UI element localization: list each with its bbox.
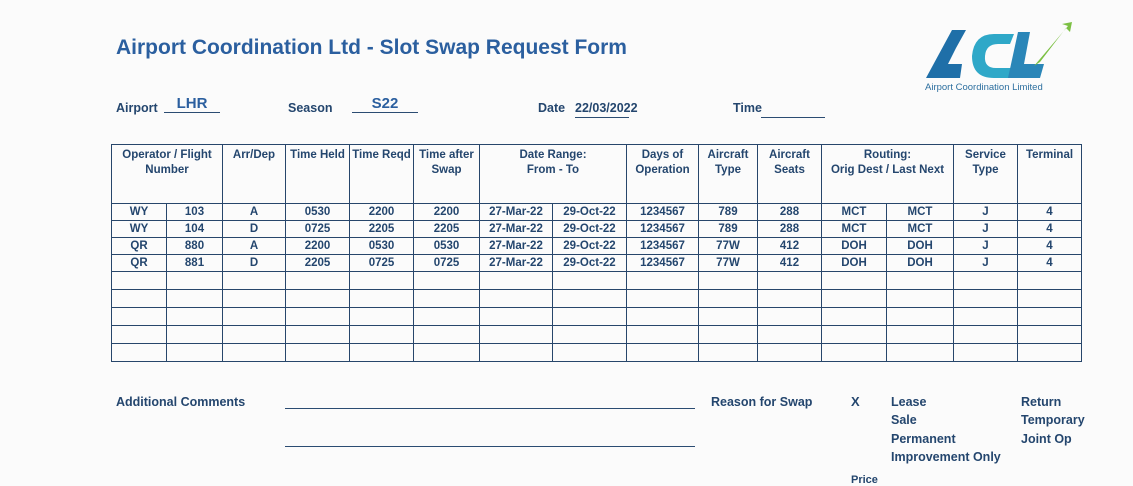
cell-operator[interactable]: WY [112, 221, 167, 238]
empty-cell[interactable] [627, 290, 699, 308]
empty-cell[interactable] [699, 344, 758, 362]
cell-flight-number[interactable]: 880 [167, 238, 223, 255]
cell-date-from[interactable]: 27-Mar-22 [480, 238, 553, 255]
empty-cell[interactable] [822, 326, 887, 344]
empty-cell[interactable] [112, 344, 167, 362]
empty-cell[interactable] [286, 290, 350, 308]
empty-cell[interactable] [480, 272, 553, 290]
cell-arr-dep[interactable]: A [223, 238, 286, 255]
cell-last-next[interactable]: DOH [887, 255, 954, 272]
empty-cell[interactable] [112, 290, 167, 308]
cell-time-after-swap[interactable]: 2205 [414, 221, 480, 238]
header-arr-dep: Arr/Dep [223, 145, 286, 204]
empty-cell[interactable] [1018, 326, 1082, 344]
empty-cell[interactable] [699, 272, 758, 290]
cell-date-from[interactable]: 27-Mar-22 [480, 204, 553, 221]
time-label: Time [733, 101, 762, 115]
cell-time-after-swap[interactable]: 2200 [414, 204, 480, 221]
cell-operator[interactable]: QR [112, 255, 167, 272]
empty-cell[interactable] [699, 326, 758, 344]
empty-cell[interactable] [1018, 308, 1082, 326]
empty-cell[interactable] [350, 308, 414, 326]
header-terminal: Terminal [1018, 145, 1082, 204]
season-field[interactable]: S22 [352, 95, 418, 113]
empty-cell[interactable] [954, 290, 1018, 308]
comments-line-1[interactable] [285, 408, 695, 409]
cell-arr-dep[interactable]: A [223, 204, 286, 221]
date-label: Date [538, 101, 566, 115]
table-row [112, 255, 1082, 272]
header-time-after-swap: Time after Swap [414, 145, 480, 204]
cell-aircraft-type[interactable]: 789 [699, 204, 758, 221]
header-operator-flight: Operator / Flight Number [112, 145, 223, 204]
cell-last-next[interactable]: DOH [887, 238, 954, 255]
reason-option-improvement-only[interactable]: Improvement Only [891, 450, 1001, 464]
header-aircraft-seats: Aircraft Seats [758, 145, 822, 204]
cell-days-of-operation[interactable]: 1234567 [627, 255, 699, 272]
empty-cell[interactable] [954, 308, 1018, 326]
empty-cell[interactable] [553, 272, 627, 290]
empty-table-row [112, 344, 1082, 362]
empty-cell[interactable] [223, 308, 286, 326]
table-row [112, 221, 1082, 238]
empty-cell[interactable] [167, 308, 223, 326]
empty-cell[interactable] [954, 272, 1018, 290]
empty-cell[interactable] [1018, 344, 1082, 362]
empty-cell[interactable] [553, 308, 627, 326]
empty-cell[interactable] [480, 326, 553, 344]
empty-cell[interactable] [414, 308, 480, 326]
empty-cell[interactable] [822, 344, 887, 362]
empty-cell[interactable] [553, 344, 627, 362]
logo-subtitle: Airport Coordination Limited [925, 82, 1043, 93]
cell-time-reqd[interactable]: 0725 [350, 255, 414, 272]
empty-cell[interactable] [758, 344, 822, 362]
header-time-reqd: Time Reqd [350, 145, 414, 204]
cell-time-held[interactable]: 2205 [286, 255, 350, 272]
price-label-cutoff: Price [851, 474, 878, 486]
cell-days-of-operation[interactable]: 1234567 [627, 238, 699, 255]
empty-cell[interactable] [286, 326, 350, 344]
cell-date-from[interactable]: 27-Mar-22 [480, 255, 553, 272]
empty-cell[interactable] [112, 326, 167, 344]
reason-for-swap-label: Reason for Swap [711, 395, 813, 409]
empty-cell[interactable] [350, 344, 414, 362]
empty-cell[interactable] [223, 272, 286, 290]
header-date-range: Date Range: From - To [480, 145, 627, 204]
empty-cell[interactable] [286, 272, 350, 290]
cell-service-type[interactable]: J [954, 204, 1018, 221]
empty-cell[interactable] [954, 344, 1018, 362]
airport-label: Airport [116, 101, 158, 115]
date-field[interactable]: 22/03/2022 [575, 101, 629, 118]
cell-aircraft-seats[interactable]: 412 [758, 255, 822, 272]
cell-time-held[interactable]: 2200 [286, 238, 350, 255]
slot-swap-table [111, 144, 1082, 362]
reason-option-lease[interactable]: Lease [891, 395, 927, 409]
page-title: Airport Coordination Ltd - Slot Swap Request Form [116, 36, 627, 59]
cell-time-reqd[interactable]: 2205 [350, 221, 414, 238]
empty-cell[interactable] [223, 290, 286, 308]
empty-cell[interactable] [627, 326, 699, 344]
empty-cell[interactable] [758, 272, 822, 290]
empty-cell[interactable] [627, 272, 699, 290]
cell-date-to[interactable]: 29-Oct-22 [553, 238, 627, 255]
empty-cell[interactable] [822, 308, 887, 326]
cell-aircraft-seats[interactable]: 412 [758, 238, 822, 255]
cell-service-type[interactable]: J [954, 221, 1018, 238]
cell-operator[interactable]: WY [112, 204, 167, 221]
cell-orig-dest[interactable]: DOH [822, 255, 887, 272]
header-service-type: Service Type [954, 145, 1018, 204]
cell-time-held[interactable]: 0725 [286, 221, 350, 238]
table-row [112, 238, 1082, 255]
cell-arr-dep[interactable]: D [223, 221, 286, 238]
header-days-of-operation: Days of Operation [627, 145, 699, 204]
cell-time-reqd[interactable]: 2200 [350, 204, 414, 221]
empty-cell[interactable] [414, 290, 480, 308]
cell-time-held[interactable]: 0530 [286, 204, 350, 221]
header-time-held: Time Held [286, 145, 350, 204]
empty-cell[interactable] [887, 272, 954, 290]
empty-cell[interactable] [822, 272, 887, 290]
season-label: Season [288, 101, 333, 115]
cell-date-to[interactable]: 29-Oct-22 [553, 255, 627, 272]
empty-cell[interactable] [414, 344, 480, 362]
cell-date-to[interactable]: 29-Oct-22 [553, 204, 627, 221]
empty-cell[interactable] [480, 308, 553, 326]
empty-cell[interactable] [480, 344, 553, 362]
empty-cell[interactable] [553, 326, 627, 344]
reason-option-sale[interactable]: Sale [891, 413, 917, 427]
cell-last-next[interactable]: MCT [887, 221, 954, 238]
cell-orig-dest[interactable]: MCT [822, 221, 887, 238]
empty-cell[interactable] [822, 290, 887, 308]
cell-aircraft-type[interactable]: 789 [699, 221, 758, 238]
cell-time-after-swap[interactable]: 0725 [414, 255, 480, 272]
empty-cell[interactable] [887, 308, 954, 326]
cell-days-of-operation[interactable]: 1234567 [627, 221, 699, 238]
empty-cell[interactable] [286, 308, 350, 326]
acl-logo-icon [922, 22, 1072, 82]
empty-cell[interactable] [480, 290, 553, 308]
reason-option-temporary[interactable]: Temporary [1021, 413, 1085, 427]
empty-cell[interactable] [887, 290, 954, 308]
empty-cell[interactable] [699, 290, 758, 308]
empty-cell[interactable] [758, 308, 822, 326]
empty-cell[interactable] [553, 290, 627, 308]
airport-field[interactable]: LHR [164, 95, 220, 113]
empty-cell[interactable] [167, 290, 223, 308]
empty-cell[interactable] [112, 272, 167, 290]
cell-flight-number[interactable]: 103 [167, 204, 223, 221]
cell-terminal[interactable]: 4 [1018, 238, 1082, 255]
empty-cell[interactable] [699, 308, 758, 326]
empty-cell[interactable] [223, 344, 286, 362]
empty-cell[interactable] [758, 290, 822, 308]
empty-cell[interactable] [954, 326, 1018, 344]
cell-time-after-swap[interactable]: 0530 [414, 238, 480, 255]
empty-cell[interactable] [286, 344, 350, 362]
cell-flight-number[interactable]: 104 [167, 221, 223, 238]
reason-option-permanent[interactable]: Permanent [891, 432, 956, 446]
header-aircraft-type: Aircraft Type [699, 145, 758, 204]
cell-terminal[interactable]: 4 [1018, 255, 1082, 272]
cell-last-next[interactable]: MCT [887, 204, 954, 221]
empty-cell[interactable] [1018, 290, 1082, 308]
cell-terminal[interactable]: 4 [1018, 204, 1082, 221]
additional-comments-label: Additional Comments [116, 395, 246, 409]
cell-date-from[interactable]: 27-Mar-22 [480, 221, 553, 238]
empty-cell[interactable] [887, 344, 954, 362]
header-routing: Routing: Orig Dest / Last Next [822, 145, 954, 204]
empty-table-row [112, 272, 1082, 290]
table-row [112, 204, 1082, 221]
reason-selected-mark[interactable]: X [851, 394, 860, 409]
empty-cell[interactable] [350, 326, 414, 344]
empty-cell[interactable] [758, 326, 822, 344]
empty-cell[interactable] [414, 272, 480, 290]
empty-cell[interactable] [414, 326, 480, 344]
comments-line-2[interactable] [285, 446, 695, 447]
cell-time-reqd[interactable]: 0530 [350, 238, 414, 255]
empty-cell[interactable] [167, 326, 223, 344]
cell-flight-number[interactable]: 881 [167, 255, 223, 272]
empty-cell[interactable] [223, 326, 286, 344]
empty-cell[interactable] [1018, 272, 1082, 290]
acl-logo [922, 22, 1072, 82]
empty-cell[interactable] [167, 272, 223, 290]
table-header-row [112, 145, 1082, 204]
empty-cell[interactable] [350, 290, 414, 308]
cell-service-type[interactable]: J [954, 255, 1018, 272]
empty-cell[interactable] [887, 326, 954, 344]
cell-days-of-operation[interactable]: 1234567 [627, 204, 699, 221]
cell-operator[interactable]: QR [112, 238, 167, 255]
reason-option-return[interactable]: Return [1021, 395, 1062, 409]
cell-service-type[interactable]: J [954, 238, 1018, 255]
empty-cell[interactable] [112, 308, 167, 326]
cell-aircraft-type[interactable]: 77W [699, 238, 758, 255]
empty-table-row [112, 290, 1082, 308]
reason-option-joint-op[interactable]: Joint Op [1021, 432, 1072, 446]
cell-aircraft-seats[interactable]: 288 [758, 221, 822, 238]
empty-cell[interactable] [167, 344, 223, 362]
empty-cell[interactable] [627, 344, 699, 362]
cell-orig-dest[interactable]: MCT [822, 204, 887, 221]
cell-terminal[interactable]: 4 [1018, 221, 1082, 238]
cell-aircraft-type[interactable]: 77W [699, 255, 758, 272]
empty-table-row [112, 308, 1082, 326]
cell-aircraft-seats[interactable]: 288 [758, 204, 822, 221]
cell-date-to[interactable]: 29-Oct-22 [553, 221, 627, 238]
empty-cell[interactable] [350, 272, 414, 290]
time-field[interactable] [761, 101, 825, 118]
cell-arr-dep[interactable]: D [223, 255, 286, 272]
empty-cell[interactable] [627, 308, 699, 326]
empty-table-row [112, 326, 1082, 344]
cell-orig-dest[interactable]: DOH [822, 238, 887, 255]
